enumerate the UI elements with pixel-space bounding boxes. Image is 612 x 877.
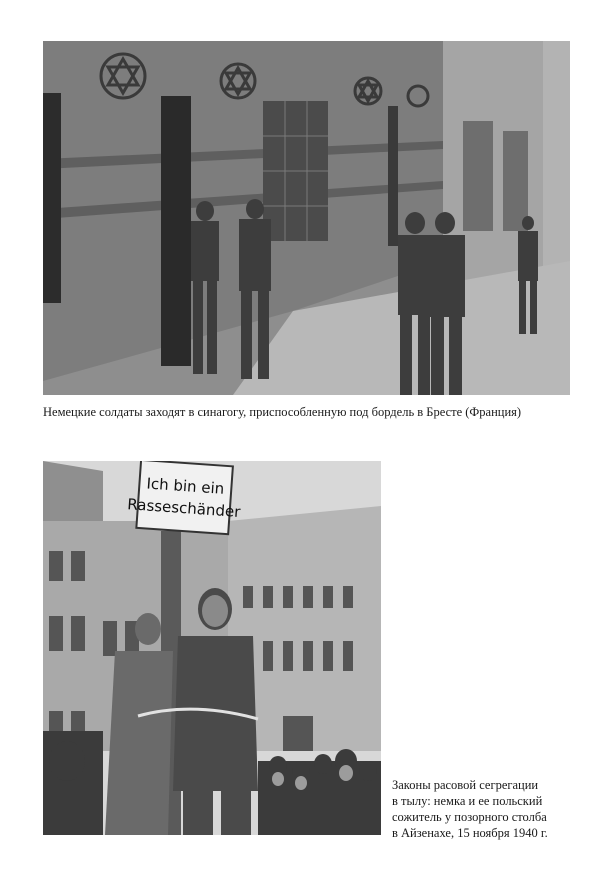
photo-pillory	[43, 461, 381, 835]
photo-synagogue-soldiers	[43, 41, 570, 395]
sign-line-1: Ich bin ein	[145, 474, 225, 498]
caption-pillory	[392, 777, 592, 841]
caption-line: в Айзенахе, 15 ноября 1940 г.	[392, 826, 548, 840]
sign-line-2: Rasseschänder	[126, 495, 242, 521]
caption-line: в тылу: немка и ее польский	[392, 794, 543, 808]
caption-line: Законы расовой сегрегации	[392, 778, 539, 792]
caption-synagogue: Немецкие солдаты заходят в синагогу, приспособленную под бордель в Бресте (Франция)	[43, 405, 522, 419]
caption-line: сожитель у позорного столба	[392, 810, 547, 824]
